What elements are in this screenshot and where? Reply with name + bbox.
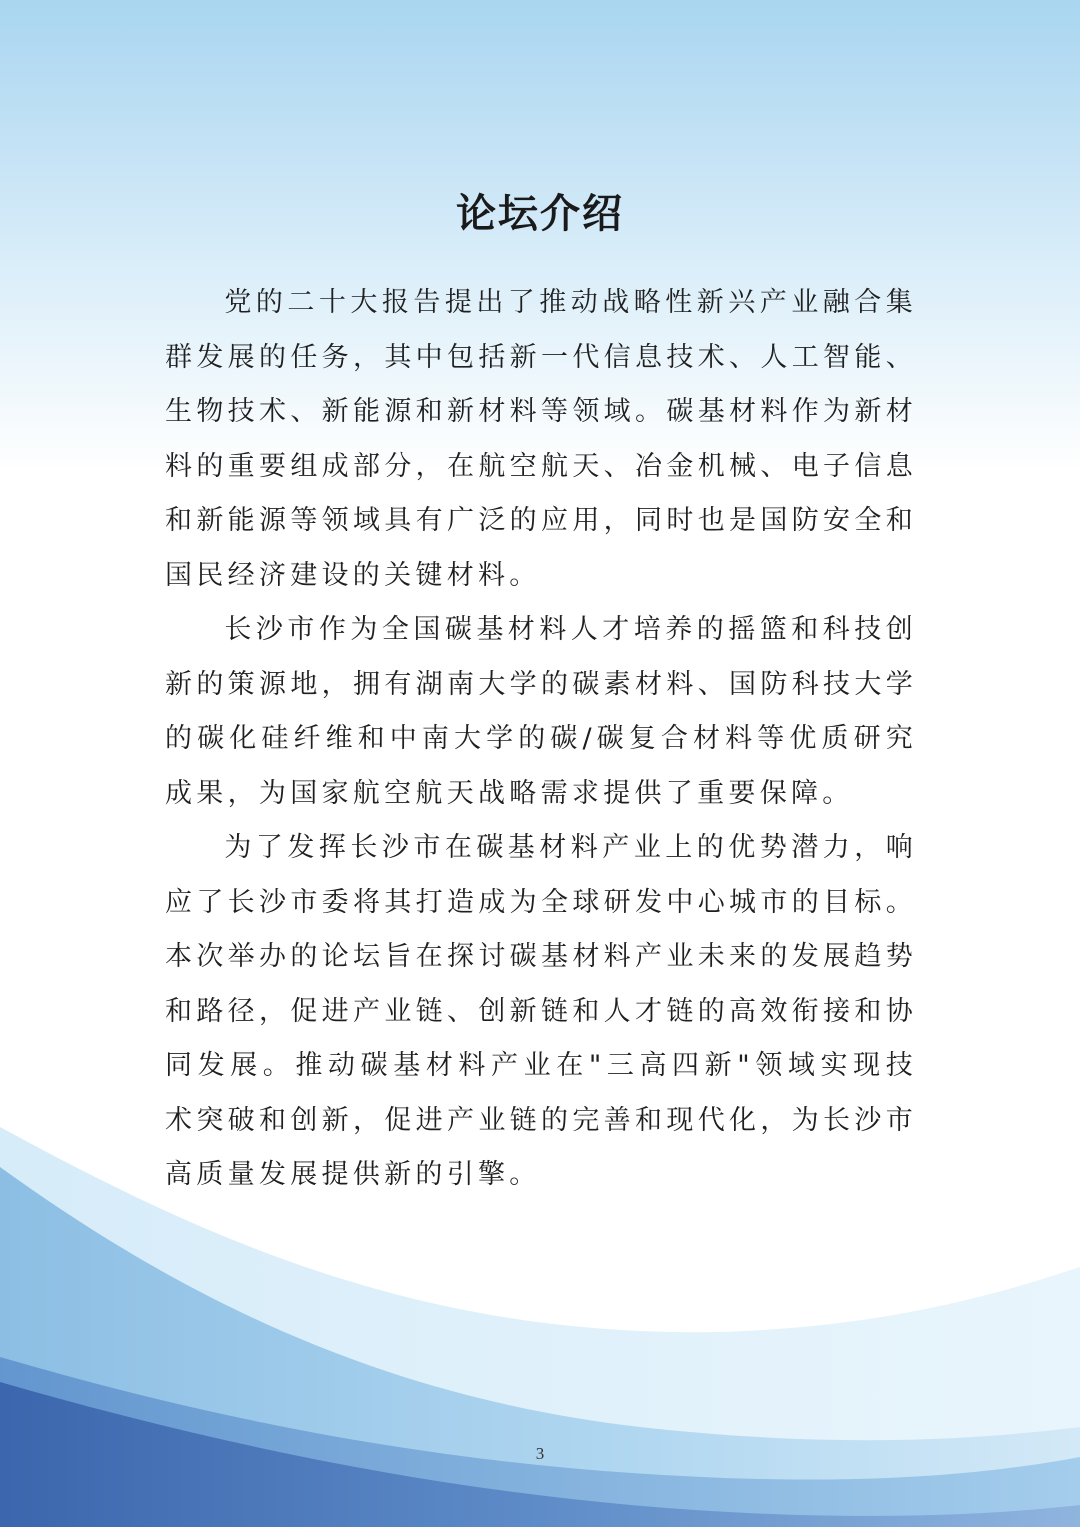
paragraph-1: 党的二十大报告提出了推动战略性新兴产业融合集群发展的任务，其中包括新一代信息技术、人工智能、生物技术、新能源和新材料等领域。碳基材料作为新材料的重要组成部分，在航空航天、冶金机械、电子信息和新能源等领域具有广泛的应用，同时也是国防安全和国民经济建设的关键材料。 bbox=[165, 287, 917, 591]
paragraph-3: 为了发挥长沙市在碳基材料产业上的优势潜力，响应了长沙市委将其打造成为全球研发中心城市的目标。本次举办的论坛旨在探讨碳基材料产业未来的发展趋势和路径，促进产业链、创新链和人才链的高效衔接和协同发展。推动碳基材料产业在"三高四新"领域实现技术突破和创新，促进产业链的完善和现代化，为长沙市高质量发展提供新的引擎。 bbox=[165, 832, 917, 1190]
page-number: 3 bbox=[535, 1444, 545, 1463]
body-text bbox=[165, 276, 917, 1203]
page-title: 论坛介绍 bbox=[456, 191, 624, 237]
paragraph-2: 长沙市作为全国碳基材料人才培养的摇篮和科技创新的策源地，拥有湖南大学的碳素材料、国防科技大学的碳化硅纤维和中南大学的碳/碳复合材料等优质研究成果，为国家航空航天战略需求提供了重要保障。 bbox=[165, 614, 917, 809]
